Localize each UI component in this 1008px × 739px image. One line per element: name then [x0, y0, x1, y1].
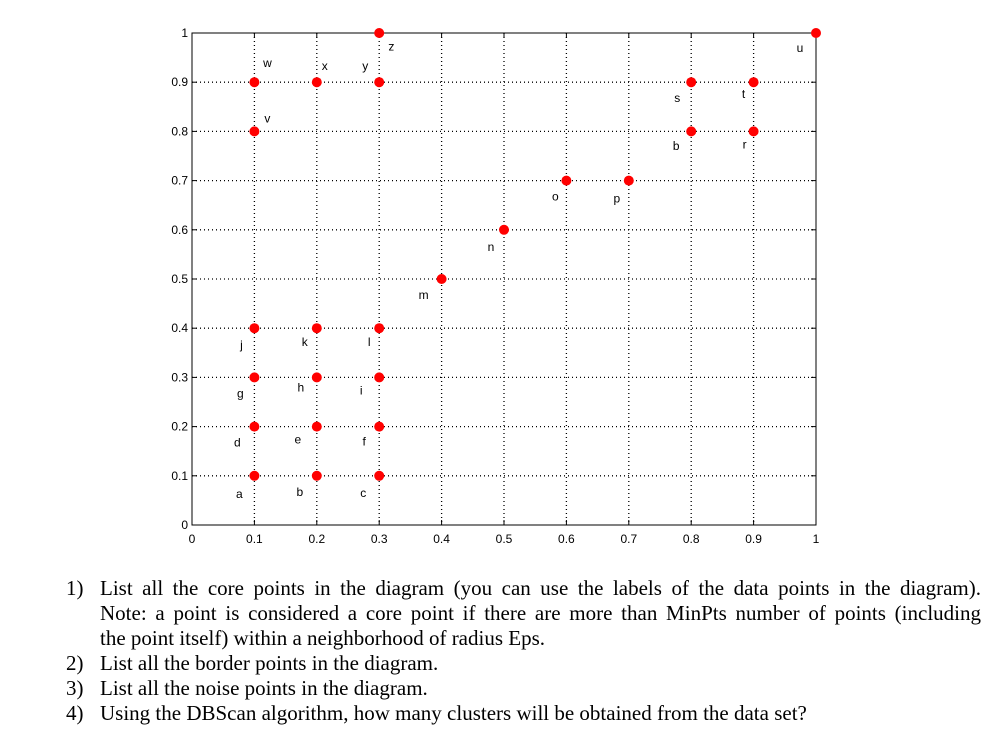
- point-label-j: j: [240, 338, 243, 353]
- y-tick-label: 1: [181, 26, 188, 40]
- y-tick-label: 0.9: [171, 75, 188, 90]
- point-label-v: v: [264, 111, 271, 126]
- point-label-c: c: [360, 485, 367, 500]
- data-point-t: [749, 77, 759, 87]
- data-point-q: [686, 126, 696, 136]
- point-label-p: p: [613, 191, 621, 206]
- point-label-r: r: [742, 137, 747, 152]
- data-point-a: [249, 471, 259, 481]
- data-point-f: [374, 422, 384, 432]
- y-tick-label: 0.5: [171, 272, 188, 286]
- question-item: [66, 676, 981, 701]
- question-number: 1): [66, 576, 84, 600]
- point-label-k: k: [301, 335, 308, 350]
- data-point-k: [312, 323, 322, 333]
- data-point-z: [374, 28, 384, 38]
- question-text: List all the noise points in the diagram.: [100, 676, 428, 700]
- data-point-v: [249, 126, 259, 136]
- x-tick-label: 0.4: [433, 532, 450, 546]
- point-label-n: n: [487, 239, 495, 254]
- y-tick-label: 0.7: [171, 173, 188, 188]
- data-point-h: [312, 372, 322, 382]
- axis-tick-labels: [171, 26, 819, 546]
- data-point-e: [312, 422, 322, 432]
- y-tick-label: 0.4: [171, 321, 188, 336]
- question-item: [66, 576, 981, 651]
- question-text: List all the border points in the diagram.: [100, 651, 439, 675]
- y-tick-label: 0.8: [171, 124, 188, 139]
- x-tick-label: 0.5: [495, 532, 513, 546]
- x-tick-label: 0.8: [682, 532, 700, 546]
- point-label-h: h: [297, 380, 305, 395]
- data-point-m: [437, 274, 447, 284]
- x-tick-label: 0.2: [308, 532, 326, 546]
- question-number: 4): [66, 701, 84, 725]
- x-tick-label: 0.6: [558, 532, 575, 546]
- question-text: List all the core points in the diagram (you can use the labels of the data points in the diagram).: [100, 576, 981, 600]
- data-point-r: [749, 126, 759, 136]
- data-point-n: [499, 225, 509, 235]
- point-label-q: q: [672, 140, 680, 155]
- question-number: 3): [66, 676, 84, 700]
- question-item: [66, 701, 981, 726]
- question-text: Note: a point is considered a core point if there are more than MinPts number of points (including: [100, 601, 981, 625]
- point-label-d: d: [234, 435, 241, 450]
- point-label-f: f: [362, 434, 366, 449]
- x-tick-label: 0.7: [620, 532, 638, 546]
- point-label-a: a: [236, 486, 243, 501]
- point-label-x: x: [321, 59, 328, 74]
- y-tick-label: 0: [181, 518, 188, 532]
- point-label-e: e: [294, 432, 302, 447]
- question-item: [66, 651, 981, 676]
- question-number: 2): [66, 651, 84, 675]
- data-point-d: [249, 422, 259, 432]
- data-point-labels: [234, 41, 803, 501]
- data-point-i: [374, 372, 384, 382]
- point-label-w: w: [263, 56, 272, 71]
- point-label-y: y: [362, 59, 369, 74]
- data-point-l: [374, 323, 384, 333]
- question-text: Using the DBScan algorithm, how many clusters will be obtained from the data set?: [100, 701, 807, 725]
- y-tick-label: 0.2: [171, 419, 188, 434]
- x-tick-label: 0.9: [745, 532, 762, 546]
- grid: [192, 33, 816, 525]
- x-tick-label: 1: [812, 532, 820, 546]
- data-point-o: [561, 176, 571, 186]
- data-points: [249, 28, 821, 481]
- point-label-u: u: [796, 41, 804, 55]
- y-tick-label: 0.3: [171, 370, 188, 385]
- data-point-s: [686, 77, 696, 87]
- y-tick-label: 0.6: [171, 222, 188, 237]
- data-point-w: [249, 77, 259, 87]
- data-point-b: [312, 471, 322, 481]
- data-point-y: [374, 77, 384, 87]
- question-list: [66, 576, 981, 726]
- data-point-j: [249, 323, 259, 333]
- data-point-u: [811, 28, 821, 38]
- data-point-g: [249, 372, 259, 382]
- x-tick-label: 0.3: [370, 532, 388, 546]
- point-label-t: t: [741, 87, 746, 102]
- x-tick-label: 0: [188, 532, 196, 546]
- point-label-l: l: [367, 335, 371, 350]
- data-point-p: [624, 176, 634, 186]
- data-point-c: [374, 471, 384, 481]
- point-label-z: z: [388, 41, 395, 55]
- point-label-b: b: [296, 484, 304, 499]
- point-label-s: s: [674, 91, 681, 106]
- question-text: the point itself) within a neighborhood of radius Eps.: [100, 626, 546, 650]
- point-label-g: g: [237, 386, 244, 401]
- point-label-i: i: [359, 383, 363, 398]
- y-tick-label: 0.1: [171, 468, 188, 483]
- x-tick-label: 0.1: [246, 532, 263, 546]
- point-label-o: o: [552, 189, 559, 204]
- point-label-m: m: [418, 288, 429, 302]
- data-point-x: [312, 77, 322, 87]
